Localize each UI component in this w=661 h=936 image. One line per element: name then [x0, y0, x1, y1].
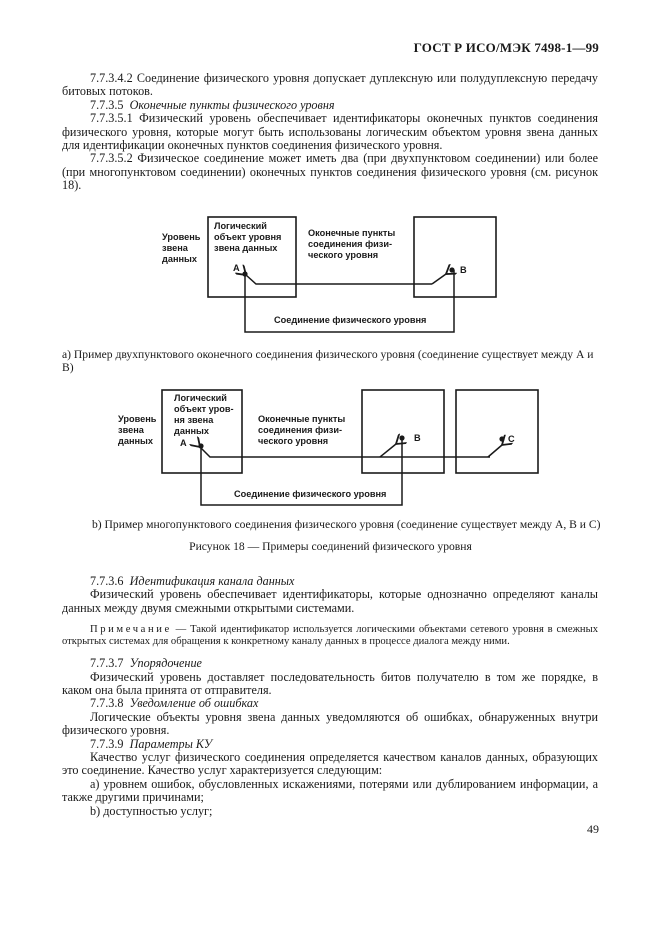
- section-title: Упорядочение: [129, 656, 202, 671]
- endpoints-label-line: Оконечные пункты: [308, 228, 396, 238]
- point-label-b: B: [460, 265, 467, 275]
- section-heading-7739: [62, 738, 598, 751]
- note-label: Примечание: [90, 624, 172, 636]
- connection-label: Соединение физического уровня: [234, 489, 387, 499]
- connection-line-to-a: [246, 275, 432, 284]
- section-heading-7738: [62, 697, 598, 710]
- connection-line-to-c: [488, 445, 502, 457]
- layer-label-line: Уровень: [118, 414, 157, 424]
- entity-label-line: Логический: [214, 221, 267, 231]
- paragraph-77352: 7.7.3.5.2 Физическое соединение может иметь два (при двухпунктовом соединении) или более (при многопунктовом соединении) оконечных пунктов соединения физического уровня (см. рисунок 18).: [62, 151, 598, 193]
- paragraph-7737: Физический уровень доставляет последовательность битов получателю в том же порядке, в каком она была принята от отправителя.: [62, 669, 598, 698]
- connection-line-to-b: [432, 274, 446, 284]
- entity-box-middle: [362, 390, 444, 473]
- layer-label-line: данных: [162, 254, 197, 264]
- figure-a-caption: а) Пример двухпунктового оконечного соединения физического уровня (соединение существует между А и В): [62, 348, 594, 374]
- section-number: 7.7.3.7: [90, 656, 124, 671]
- section-number: 7.7.3.5: [90, 97, 124, 112]
- text-block-top: [62, 72, 598, 193]
- entity-label-line: данных: [174, 426, 209, 436]
- entity-label-line: звена данных: [214, 243, 278, 253]
- entity-box-right: [456, 390, 538, 473]
- point-label-b: B: [414, 433, 421, 443]
- section-title: Уведомление об ошибках: [129, 696, 259, 711]
- section-title: Оконечные пункты физического уровня: [129, 97, 335, 112]
- figure-caption: Рисунок 18 — Примеры соединений физического уровня: [189, 540, 472, 553]
- section-number: 7.7.3.8: [90, 696, 124, 711]
- point-label-a: A: [233, 263, 240, 273]
- layer-label-line: данных: [118, 436, 153, 446]
- endpoint-c: [499, 436, 504, 441]
- text-block-bottom: [62, 575, 598, 818]
- section-heading-7736: [62, 575, 598, 588]
- section-heading-7737: [62, 657, 598, 670]
- connection-line-to-a: [200, 447, 490, 457]
- endpoints-label-line: соединения физи-: [308, 239, 393, 249]
- endpoints-label-line: ческого уровня: [308, 250, 379, 260]
- layer-label-line: звена: [118, 425, 144, 435]
- figure-a-diagram: [150, 212, 530, 342]
- page-number: 49: [587, 822, 599, 836]
- paragraph-77342: 7.7.3.4.2 Соединение физического уровня допускает дуплексную или полудуплексную передачу битовых потоков.: [62, 71, 598, 99]
- connection-label: Соединение физического уровня: [274, 315, 427, 325]
- endpoints-label-line: ческого уровня: [258, 436, 329, 446]
- paragraph-7739: Качество услуг физического соединения определяется качеством каналов данных, образующих это соединение. Качество услуг характеризуется следующим:: [62, 750, 598, 778]
- entity-label-line: объект уров-: [174, 404, 234, 414]
- section-title: Параметры КУ: [129, 736, 213, 751]
- entity-box-right: [414, 217, 496, 297]
- figure-b-caption: b) Пример многопунктового соединения физического уровня (соединение существует между А, В и С): [92, 518, 601, 531]
- endpoints-label-line: соединения физи-: [258, 425, 343, 435]
- section-title: Идентификация канала данных: [129, 574, 295, 588]
- section-heading-7735: [62, 99, 598, 112]
- entity-label-line: объект уровня: [214, 232, 282, 242]
- figure-b-diagram: [110, 385, 560, 515]
- point-label-c: C: [508, 434, 515, 444]
- note: Примечание — Такой идентификатор используется логическими объектами сетевого уровня в смежных открытых системах для обращения к конкретному каналу данных в процессе диалога между ними.: [62, 624, 598, 648]
- section-number: 7.7.3.9: [90, 736, 124, 751]
- point-label-a: A: [180, 438, 187, 448]
- entity-label-line: Логический: [174, 393, 227, 403]
- list-item-a: а) уровнем ошибок, обусловленных искажениями, потерями или дублированием информации, а также другими причинами;: [62, 776, 598, 805]
- entity-label-line: ня звена: [174, 415, 214, 425]
- note-text: Такой идентификатор используется логическими объектами сетевого уровня в смежных открытых системах для обращения к конкретному каналу данных в процессе диалога между ними.: [62, 624, 598, 648]
- section-number: 7.7.3.6: [90, 574, 124, 588]
- list-item-b: b) доступностью услуг;: [90, 803, 213, 818]
- endpoints-label-line: Оконечные пункты: [258, 414, 346, 424]
- paragraph-7736: Физический уровень обеспечивает идентификаторы, которые однозначно определяют каналы данных между двумя смежными открытыми системами.: [62, 587, 598, 615]
- paragraph-77351: 7.7.3.5.1 Физический уровень обеспечивает идентификаторы оконечных пунктов соединения физического уровня, которые могут быть использованы логическим объектом уровня звена данных для идентификации оконечных пунктов соединения физического уровня.: [62, 111, 598, 153]
- layer-label-line: Уровень: [162, 232, 201, 242]
- layer-label-line: звена: [162, 243, 188, 253]
- connection-line-to-b: [380, 444, 396, 457]
- running-header: ГОСТ Р ИСО/МЭК 7498-1—99: [413, 40, 599, 55]
- paragraph-7738: Логические объекты уровня звена данных уведомляются об ошибках, обнаруженных внутри физического уровня.: [62, 709, 598, 738]
